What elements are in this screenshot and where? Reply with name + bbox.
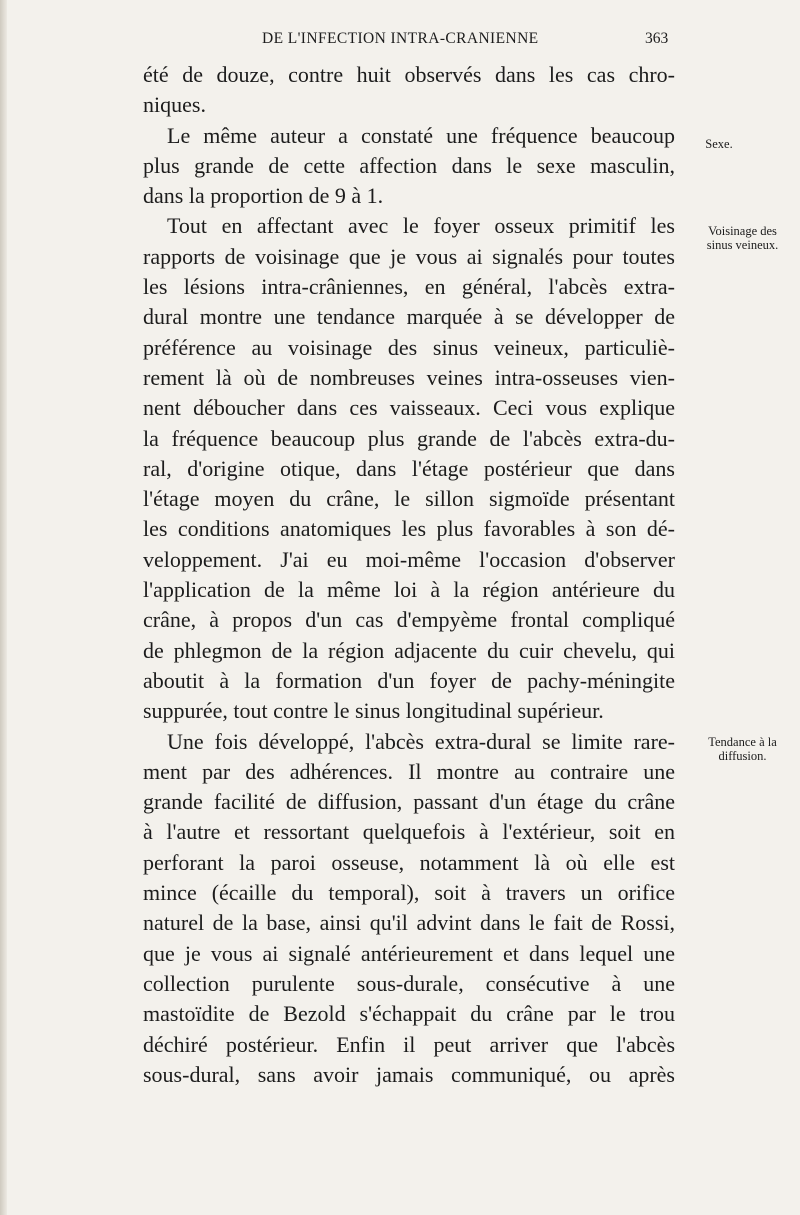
text-line: nent déboucher dans ces vaisseaux. Ceci vous explique: [143, 395, 675, 421]
margin-note-line: Sexe.: [705, 137, 733, 151]
text-line: été de douze, contre huit observés dans les cas chro-: [143, 62, 675, 87]
header-title: DE L'INFECTION INTRA-CRANIENNE: [262, 30, 539, 47]
text-line: Une fois développé, l'abcès extra-dural se limite rare-: [167, 728, 675, 754]
text-line: rapports de voisinage que je vous ai signalés pour toutes: [143, 243, 675, 269]
text-line: niques.: [143, 92, 206, 118]
margin-note-line: sinus veineux.: [706, 238, 779, 252]
margin-note-line: Tendance à la: [708, 735, 777, 749]
text-line: les lésions intra-crâniennes, en général, l'abcès extra-: [143, 274, 675, 300]
margin-note-sexe: [697, 137, 741, 151]
text-line: que je vous ai signalé antérieurement et dans lequel une: [143, 940, 675, 966]
body-text: [143, 60, 675, 1090]
text-line: les conditions anatomiques les plus favorables à son dé-: [143, 516, 675, 542]
text-line: mince (écaille du temporal), soit à travers un orifice: [143, 880, 675, 906]
text-line: perforant la paroi osseuse, notamment là où elle est: [143, 849, 675, 875]
text-line: naturel de la base, ainsi qu'il advint dans le fait de Rossi,: [143, 910, 675, 936]
text-line: Tout en affectant avec le foyer osseux primitif les: [167, 213, 675, 239]
margin-note-tendance: [690, 735, 795, 763]
text-line: la fréquence beaucoup plus grande de l'abcès extra-du-: [143, 425, 675, 451]
text-line: déchiré postérieur. Enfin il peut arriver que l'abcès: [143, 1031, 675, 1057]
text-line: mastoïdite de Bezold s'échappait du crâne par le trou: [143, 1001, 675, 1027]
text-line: crâne, à propos d'un cas d'empyème frontal compliqué: [143, 607, 675, 633]
text-line: aboutit à la formation d'un foyer de pachy-méningite: [143, 667, 675, 693]
text-line: l'étage moyen du crâne, le sillon sigmoïde présentant: [143, 486, 675, 512]
text-line: dans la proportion de 9 à 1.: [143, 183, 384, 209]
text-line: ral, d'origine otique, dans l'étage postérieur que dans: [143, 455, 675, 481]
page-edge-shadow: [0, 0, 7, 1215]
text-line: préférence au voisinage des sinus veineux, particuliè-: [143, 334, 675, 360]
text-line: à l'autre et ressortant quelquefois à l'extérieur, soit en: [143, 819, 675, 845]
margin-note-voisinage: [690, 224, 795, 252]
text-line: sous-dural, sans avoir jamais communiqué, ou après: [143, 1061, 675, 1087]
text-line: Le même auteur a constaté une fréquence beaucoup: [167, 122, 675, 148]
running-header: [0, 30, 800, 54]
page-number: 363: [645, 30, 669, 47]
margin-note-line: diffusion.: [718, 749, 767, 763]
text-line: dural montre une tendance marquée à se développer de: [143, 304, 675, 330]
text-line: suppurée, tout contre le sinus longitudinal supérieur.: [143, 698, 604, 724]
text-line: collection purulente sous-durale, consécutive à une: [143, 970, 675, 996]
text-line: ment par des adhérences. Il montre au contraire une: [143, 758, 675, 784]
text-line: l'application de la même loi à la région antérieure du: [143, 577, 675, 603]
text-line: veloppement. J'ai eu moi-même l'occasion d'observer: [143, 546, 675, 572]
text-line: de phlegmon de la région adjacente du cuir chevelu, qui: [143, 637, 675, 663]
text-line: grande facilité de diffusion, passant d'un étage du crâne: [143, 789, 675, 815]
margin-note-line: Voisinage des: [708, 224, 777, 238]
text-line: plus grande de cette affection dans le sexe masculin,: [143, 152, 675, 178]
text-line: rement là où de nombreuses veines intra-osseuses vien-: [143, 364, 675, 390]
